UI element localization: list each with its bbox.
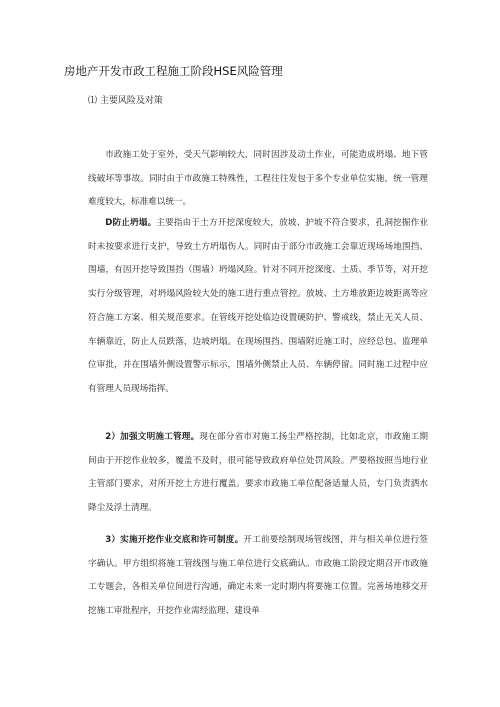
- paragraph-lead: 3）实施开挖作业交底和许可制度。: [105, 535, 244, 545]
- paragraph-text: 主要指由于土方开挖深度较大，放坡、护坡不符合要求，孔洞挖掘作业时未按要求进行支护，导致土方坍塌伤人。同时由于部分市政施工会靠近现场场地围挡、围墙，有因开挖导致围挡（围墙）坍塌风险。针对不同开挖深度、土质、季节等，对开挖实行分级管理，对坍塌风险较大处的施工进行重点管控。放坡、土方堆放距边坡距离等应符合施工方案、相关规范要求。在管线开挖处临边设置硬防护、警戒线，禁止无关人员、车辆靠近，防止人员跌落，边坡坍塌。在现场围挡、围墙附近施工时，应经总包、监理单位审批，并在围墙外侧设置警示标示，围墙外侧禁止人员、车辆停留。同时施工过程中应有管理人员现场指挥。: [88, 218, 428, 394]
- paragraph-intro: [88, 144, 428, 215]
- paragraph-text: 现在部分省市对施工扬尘严格控制，比如北京，市政施工期间由于开挖作业较多，覆盖不及时，很可能导致政府单位处罚风险。严要格按照当地行业主管部门要求，对所开挖土方进行覆盖。要求市政施工单位配备适量人员，专门负责洒水降尘及浮土清理。: [88, 432, 428, 514]
- paragraph-civilized-construction: [88, 426, 428, 521]
- paragraph-lead: 2）加强文明施工管理。: [105, 432, 200, 442]
- paragraph-collapse-prevention: [88, 212, 428, 402]
- paragraph-text: 市政施工处于室外，受天气影响较大，同时因涉及动土作业，可能造成坍塌、地下管线破坏等事故。同时由于市政施工特殊性，工程往往发包于多个专业单位实施，统一管理难度较大，标准难以统一。: [88, 150, 428, 208]
- section-heading: ⑴ 主要风险及对策: [88, 96, 163, 106]
- paragraph-excavation-permit: [88, 529, 428, 624]
- paragraph-lead: D防止坍塌。: [105, 218, 157, 228]
- document-title: 房地产开发市政工程施工阶段HSE风险管理: [64, 64, 283, 78]
- paragraph-text: 开工前要绘制现场管线图，并与相关单位进行签字确认。甲方组织将施工管线图与施工单位进行交底确认。市政施工阶段定期召开市政施工专题会，各相关单位间进行沟通，确定未来一定时期内将要施工位置。完善场地移交开挖施工审批程序，开挖作业需经监理、建设单: [88, 535, 428, 617]
